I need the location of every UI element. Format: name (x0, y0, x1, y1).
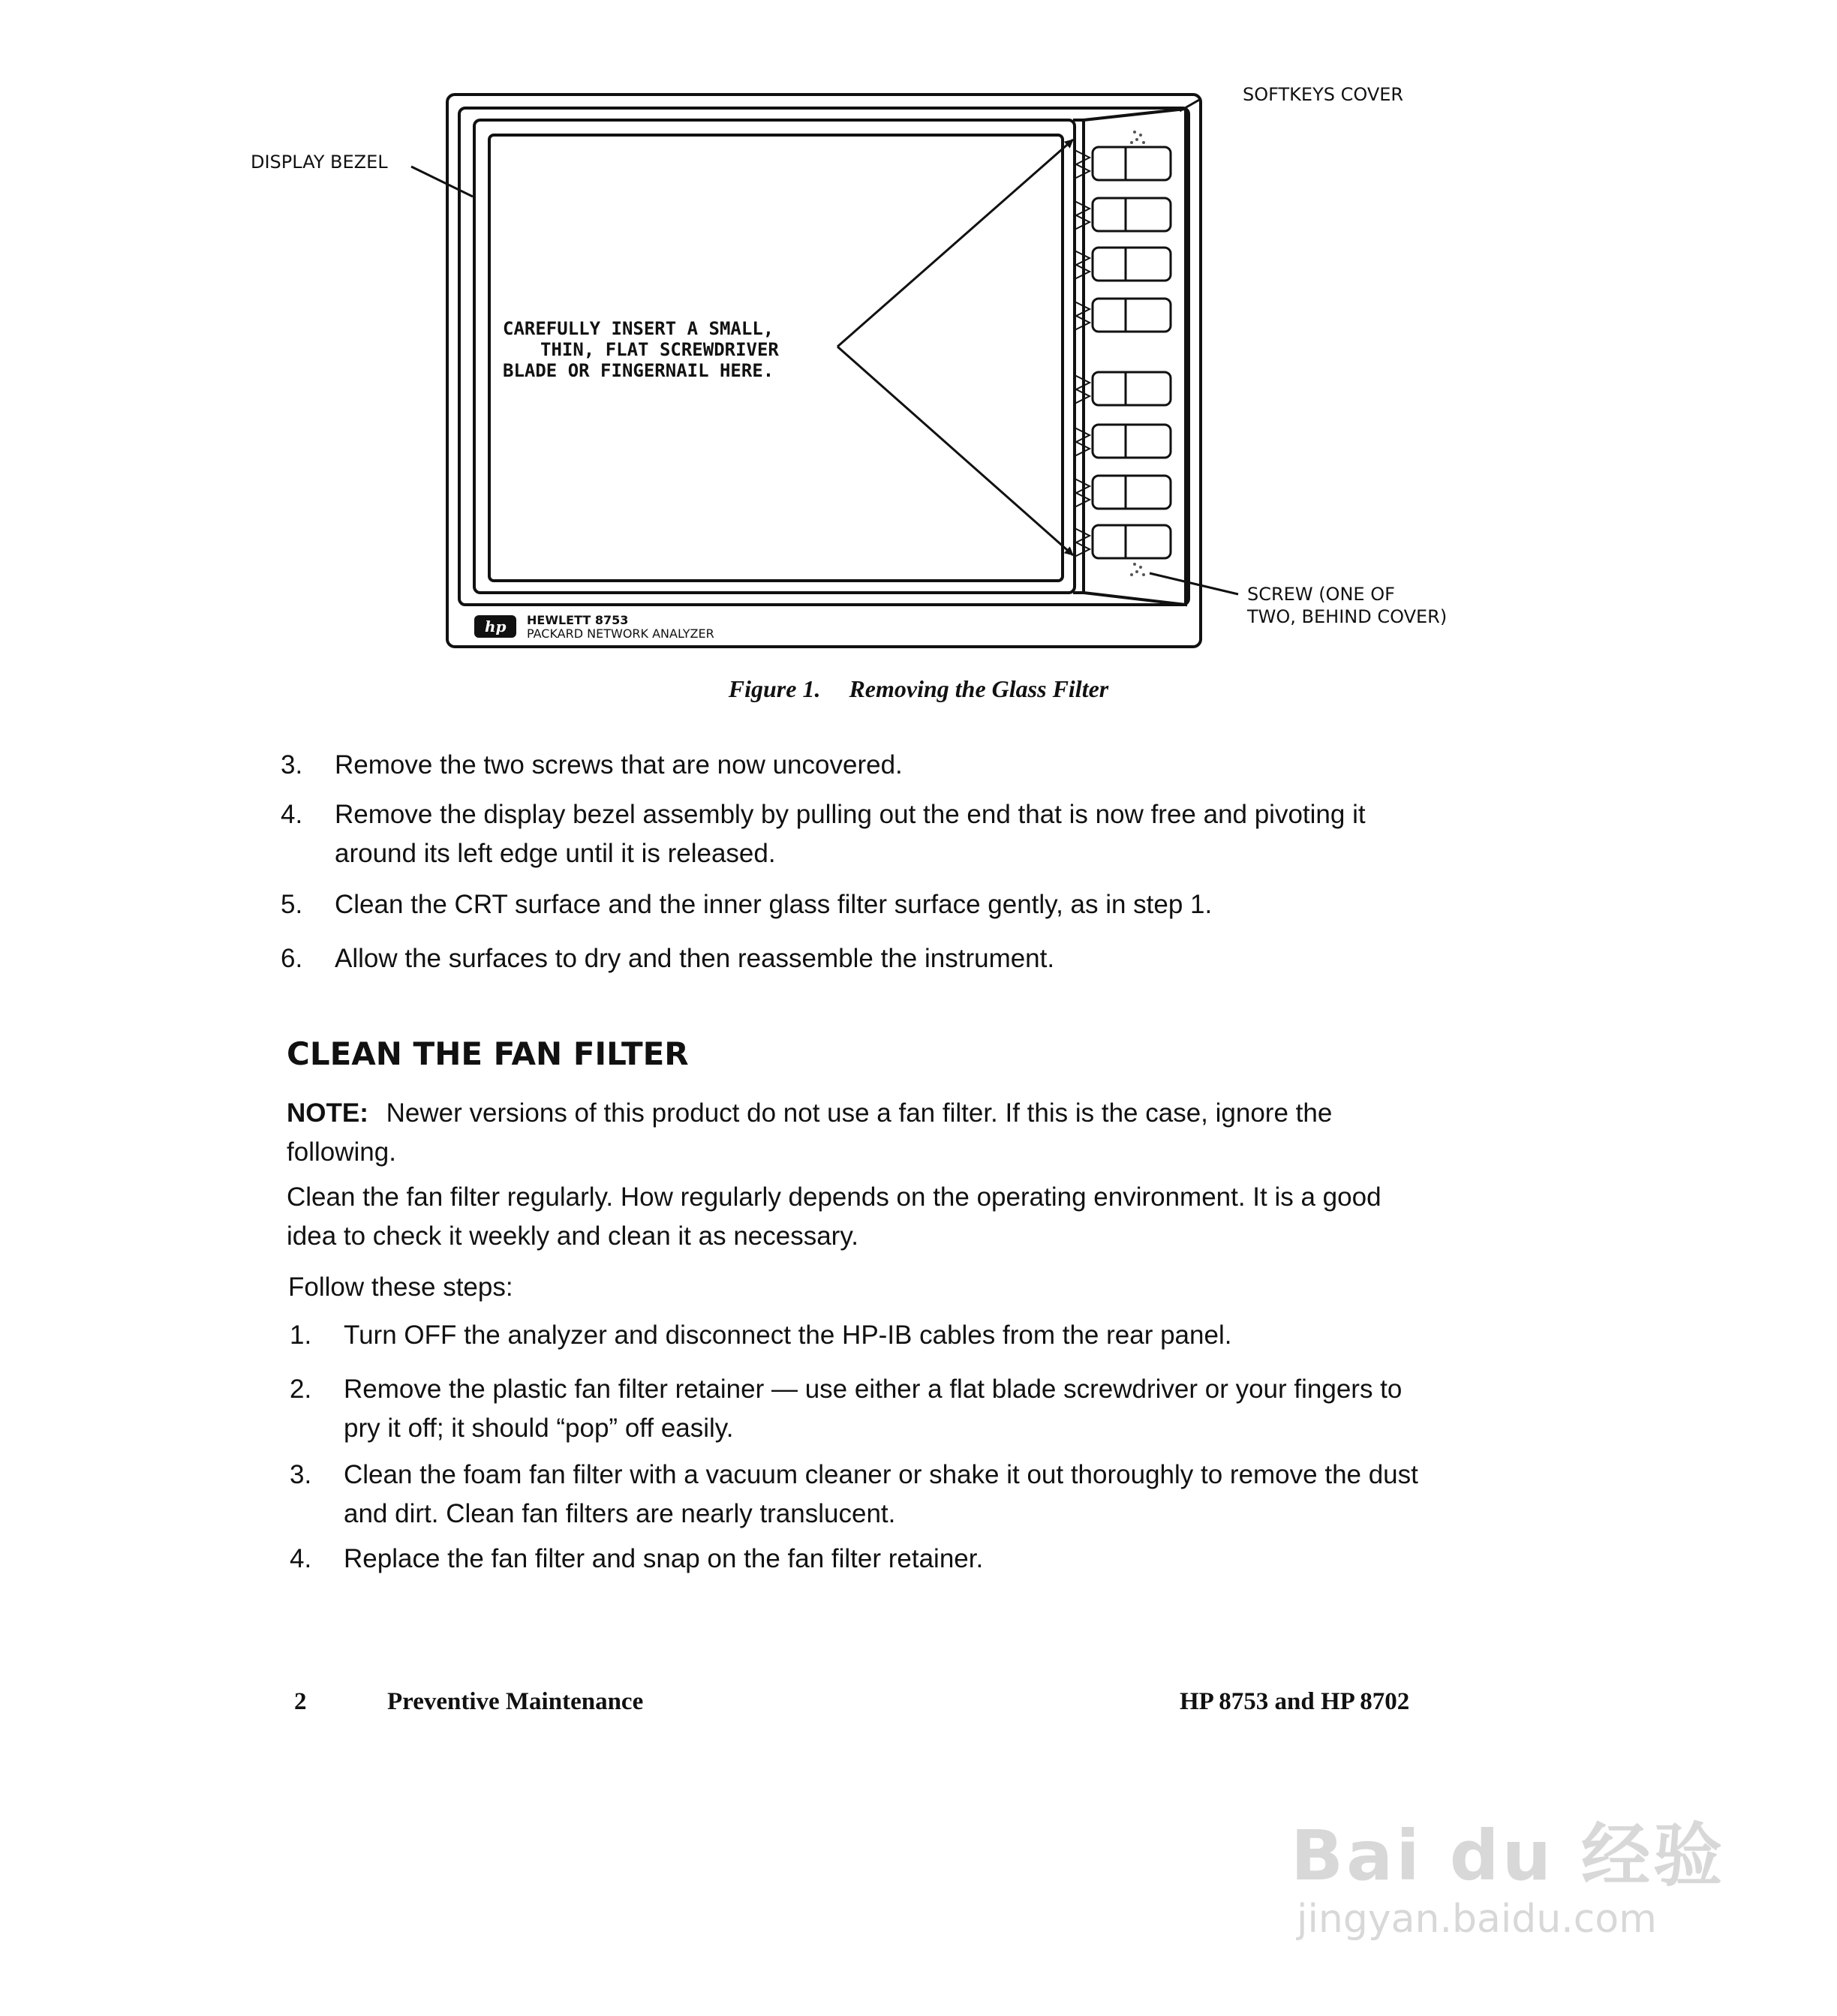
page-number: 2 (294, 1688, 307, 1715)
figure-title: Removing the Glass Filter (849, 675, 1109, 702)
step-item (281, 939, 1436, 978)
step-number: 4. (290, 1544, 312, 1573)
pointer-arrow-top (837, 140, 1073, 347)
screw-icon (1130, 131, 1145, 144)
step-text: Clean the CRT surface and the inner glass filter surface gently, as in step 1. (335, 890, 1213, 919)
softkey-column (1075, 147, 1171, 558)
footer-product: HP 8753 and HP 8702 (1180, 1688, 1410, 1715)
footer-section-title: Preventive Maintenance (387, 1688, 644, 1715)
step-number: 6. (281, 944, 303, 973)
figure-caption (0, 675, 1837, 703)
step-text: Remove the plastic fan filter retainer — use either a flat blade screwdriver or your fingers to pry it off; it should “pop” off easily. (344, 1375, 1403, 1443)
softkey-button (1093, 476, 1171, 509)
softkeys-cover-leader (1180, 99, 1201, 111)
figure-number: Figure 1. (728, 675, 821, 702)
step-item (281, 885, 1436, 924)
step-item (281, 795, 1436, 873)
note-text: Newer versions of this product do not use a fan filter. If this is the case, ignore the following. (287, 1098, 1333, 1167)
softkey-button (1093, 147, 1171, 180)
softkey-button (1093, 425, 1171, 458)
step-text: Clean the foam fan filter with a vacuum cleaner or shake it out thoroughly to remove the dust and dirt. Clean fan filters are nearly translucent. (344, 1460, 1418, 1528)
step-number: 1. (290, 1320, 312, 1350)
step-number: 3. (290, 1460, 312, 1489)
step-text: Remove the display bezel assembly by pulling out the end that is now free and pivoting it around its left edge until it is released. (335, 800, 1366, 868)
screw-icon (1130, 563, 1145, 576)
softkey-button (1093, 525, 1171, 558)
instruction-line-3: BLADE OR FINGERNAIL HERE. (503, 360, 774, 381)
svg-text:hp: hp (485, 617, 507, 635)
screw-leader (1150, 573, 1238, 594)
step-text: Remove the two screws that are now uncovered. (335, 750, 903, 780)
note-label: NOTE: (287, 1098, 368, 1128)
softkey-button (1093, 248, 1171, 281)
brand-line-2: PACKARD NETWORK ANALYZER (527, 626, 714, 641)
softkey-button (1093, 198, 1171, 231)
baidu-watermark-logo: Bai du 经验 (1291, 1816, 1726, 1896)
step-number: 3. (281, 750, 303, 780)
instruction-line-1: CAREFULLY INSERT A SMALL, (503, 318, 774, 339)
step-number: 2. (290, 1375, 312, 1404)
body-paragraph: Clean the fan filter regularly. How regularly depends on the operating environment. It is a good idea to check it weekly and clean it as necessary. (287, 1182, 1382, 1251)
step-text: Allow the surfaces to dry and then reassemble the instrument. (335, 944, 1055, 973)
step-text: Replace the fan filter and snap on the fan filter retainer. (344, 1544, 984, 1573)
display-bezel-label: DISPLAY BEZEL (251, 152, 388, 173)
hp-logo (474, 615, 516, 638)
step-text: Turn OFF the analyzer and disconnect the HP-IB cables from the rear panel. (344, 1320, 1232, 1350)
brand-line-1: HEWLETT 8753 (527, 613, 629, 627)
follow-steps-text: Follow these steps: (288, 1272, 513, 1302)
softkey-button (1093, 299, 1171, 332)
screw-label-line2: TWO, BEHIND COVER) (1247, 606, 1448, 627)
note-paragraph (287, 1094, 1435, 1172)
pointer-arrow-bottom (837, 347, 1073, 555)
step-number: 5. (281, 890, 303, 919)
step-item (290, 1370, 1445, 1448)
baidu-watermark-url: jingyan.baidu.com (1297, 1897, 1657, 1942)
step-item (290, 1316, 1445, 1355)
display-bezel-leader (411, 167, 473, 197)
instruction-line-2: THIN, FLAT SCREWDRIVER (540, 339, 779, 360)
softkey-button (1093, 372, 1171, 405)
screw-label-line1: SCREW (ONE OF (1247, 584, 1395, 605)
section-heading: CLEAN THE FAN FILTER (287, 1035, 689, 1072)
step-item (290, 1540, 1445, 1579)
step-number: 4. (281, 800, 303, 829)
step-item (281, 746, 1436, 785)
glass-filter-figure (0, 0, 1837, 750)
step-item (290, 1456, 1445, 1534)
softkeys-cover-label: SOFTKEYS COVER (1243, 84, 1404, 105)
softkeys-cover (1073, 109, 1186, 605)
